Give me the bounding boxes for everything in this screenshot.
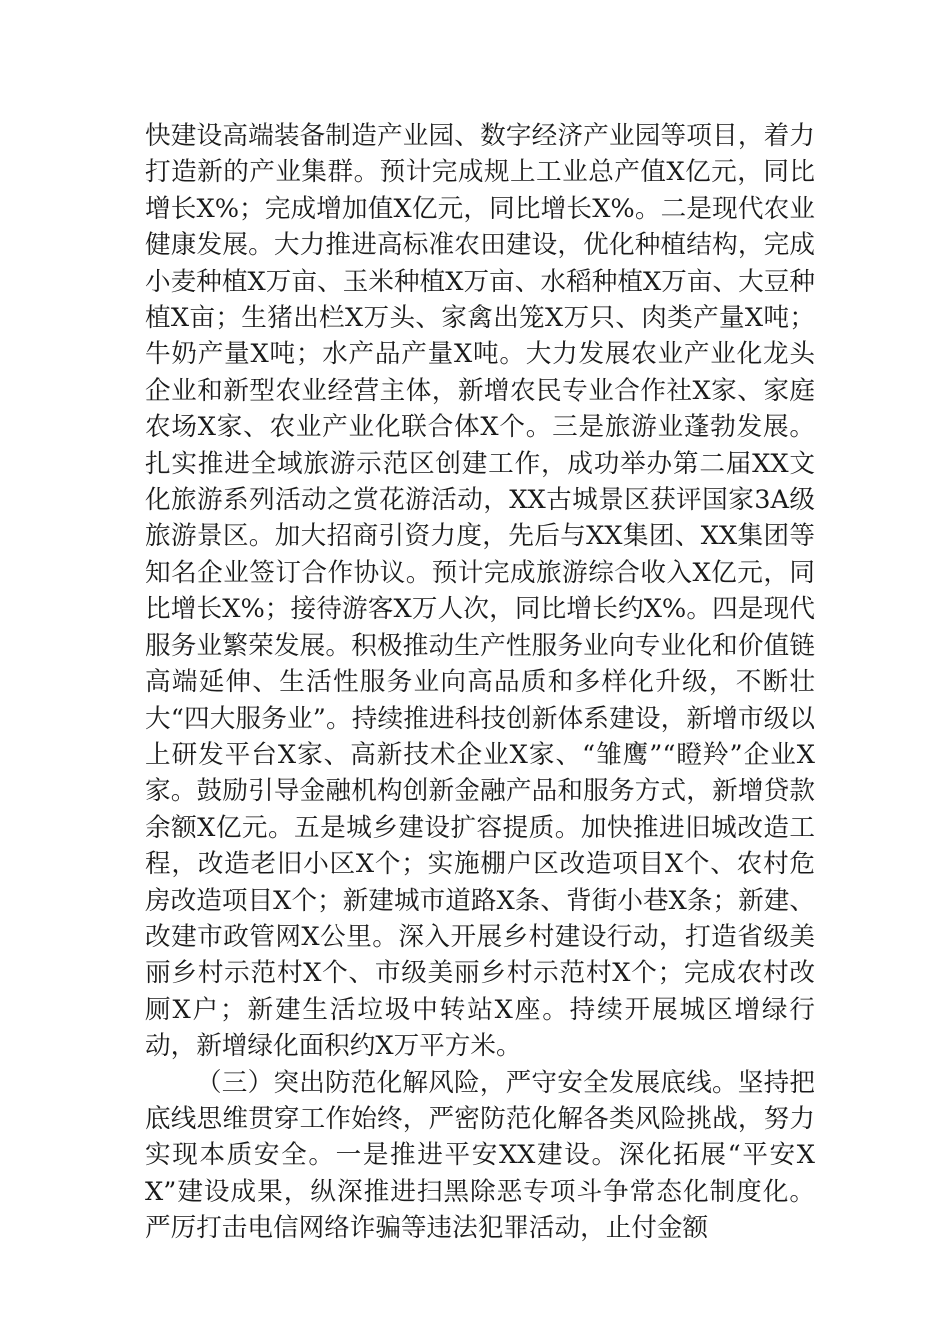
body-paragraph-1: 快建设高端装备制造产业园、数字经济产业园等项目，着力打造新的产业集群。预计完成规上工业总产值X亿元，同比增长X%；完成增加值X亿元，同比增长X%。二是现代农业健康发展。大力推进高标准农田建设，优化种植结构，完成小麦种植X万亩、玉米种植X万亩、水稻种植X万亩、大豆种植X亩；生猪出栏X万头、家禽出笼X万只、肉类产量X吨；牛奶产量X吨；水产品产量X吨。大力发展农业产业化龙头企业和新型农业经营主体，新增农民专业合作社X家、家庭农场X家、农业产业化联合体X个。三是旅游业蓬勃发展。扎实推进全域旅游示范区创建工作，成功举办第二届XX文化旅游系列活动之赏花游活动，XX古城景区获评国家3A级旅游景区。加大招商引资力度，先后与XX集团、XX集团等知名企业签订合作协议。预计完成旅游综合收入X亿元，同比增长X%；接待游客X万人次，同比增长约X%。四是现代服务业繁荣发展。积极推动生产性服务业向专业化和价值链高端延伸、生活性服务业向高品质和多样化升级，不断壮大“四大服务业”。持续推进科技创新体系建设，新增市级以上研发平台X家、高新技术企业X家、“雏鹰”“瞪羚”企业X家。鼓励引导金融机构创新金融产品和服务方式，新增贷款余额X亿元。五是城乡建设扩容提质。加快推进旧城改造工程，改造老旧小区X个；实施棚户区改造项目X个、农村危房改造项目X个；新建城市道路X条、背街小巷X条；新建、改建市政管网X公里。深入开展乡村建设行动，打造省级美丽乡村示范村X个、市级美丽乡村示范村X个；完成农村改厕X户；新建生活垃圾中转站X座。持续开展城区增绿行动，新增绿化面积约X万平方米。 (145, 121, 815, 1062)
body-paragraph-2: （三）突出防范化解风险，严守安全发展底线。坚持把底线思维贯穿工作始终，严密防范化解各类风险挑战，努力实现本质安全。一是推进平安XX建设。深化拓展“平安XX”建设成果，纵深推进扫黑除恶专项斗争常态化制度化。严厉打击电信网络诈骗等违法犯罪活动，止付金额 (145, 1067, 815, 1244)
document-body (145, 118, 815, 1247)
